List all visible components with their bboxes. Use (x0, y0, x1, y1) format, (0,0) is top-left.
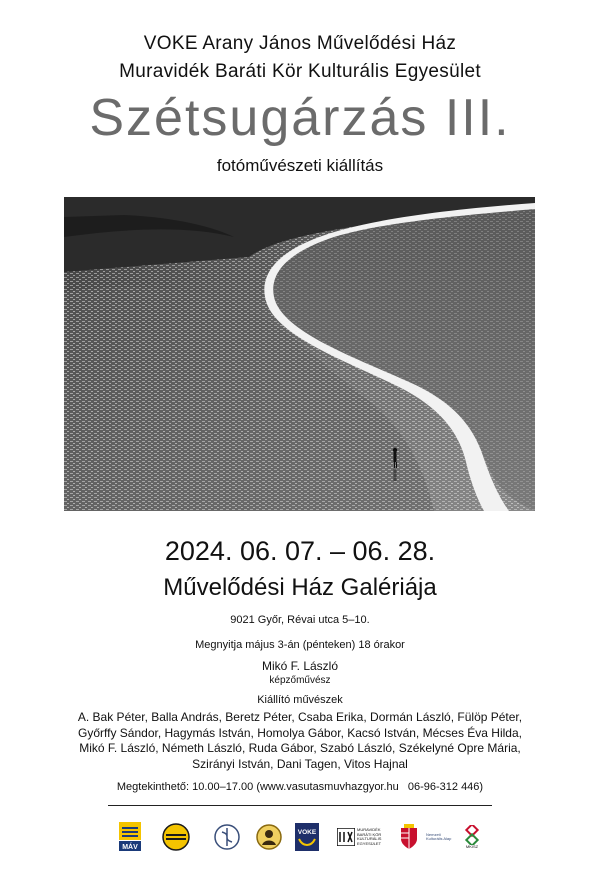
sponsor-logos (108, 818, 500, 858)
hours-and-website: Megtekinthető: 10.00–17.00 (www.vasutasmuvhazgyor.hu (116, 781, 399, 793)
exhibition-subtitle: fotóművészeti kiállítás (216, 156, 384, 175)
mkisz-logo (458, 818, 486, 856)
exhibition-dates: 2024. 06. 07. – 06. 28. (164, 536, 436, 566)
voke-logo (294, 818, 320, 856)
organizer-line-2: Muravidék Baráti Kör Kulturális Egyesület (119, 61, 481, 82)
railway-logo (160, 818, 192, 856)
opener-role: képzőművész (269, 675, 331, 686)
muravidek-label: MURAVIDÉK BARÁTI KÖR KULTURÁLIS EGYESÜLET (357, 827, 382, 846)
nka-label: Nemzeti Kulturális Alap (426, 831, 452, 841)
opening-info: Megnyitja május 3-án (pénteken) 18 órakor (195, 639, 405, 651)
mav-label: MÁV (122, 844, 138, 851)
portrait-seal-logo (254, 818, 284, 856)
nka-logo (426, 818, 456, 856)
venue-address: 9021 Győr, Révai utca 5–10. (230, 614, 370, 626)
artists-list (0, 710, 600, 772)
landscape-photo (64, 197, 535, 511)
exhibition-title: Szétsugárzás III. (89, 89, 511, 147)
opener-name: Mikó F. László (261, 659, 339, 673)
artists-line: Győrffy Sándor, Hagymás István, Homolya Gábor, Kacsó István, Mécses Éva Hilda, (78, 725, 522, 740)
opening-hours (0, 781, 600, 793)
caduceus-logo (212, 818, 242, 856)
footer-divider (108, 805, 492, 806)
artists-line: Szirányi István, Dani Tagen, Vitos Hajnal (192, 756, 408, 771)
artists-line: A. Bak Péter, Balla András, Beretz Péter, Csaba Erika, Dormán László, Fülöp Péter, (77, 710, 523, 724)
artists-heading: Kiállító művészek (257, 694, 343, 706)
muravidek-logo (336, 818, 388, 856)
mkisz-label: MKISZ (465, 843, 479, 849)
mav-logo (118, 818, 142, 856)
phone-number: 06-96-312 446) (407, 781, 484, 793)
voke-label: VOKE (297, 829, 317, 836)
coat-of-arms-logo (398, 818, 420, 856)
artists-line: Mikó F. László, Németh László, Ruda Gábor, Szabó László, Székelyné Opre Mária, (79, 741, 521, 755)
venue-name: Művelődési Ház Galériája (163, 574, 437, 601)
landscape-photo-icon (64, 197, 535, 511)
organizer-line-1: VOKE Arany János Művelődési Ház (143, 33, 457, 54)
